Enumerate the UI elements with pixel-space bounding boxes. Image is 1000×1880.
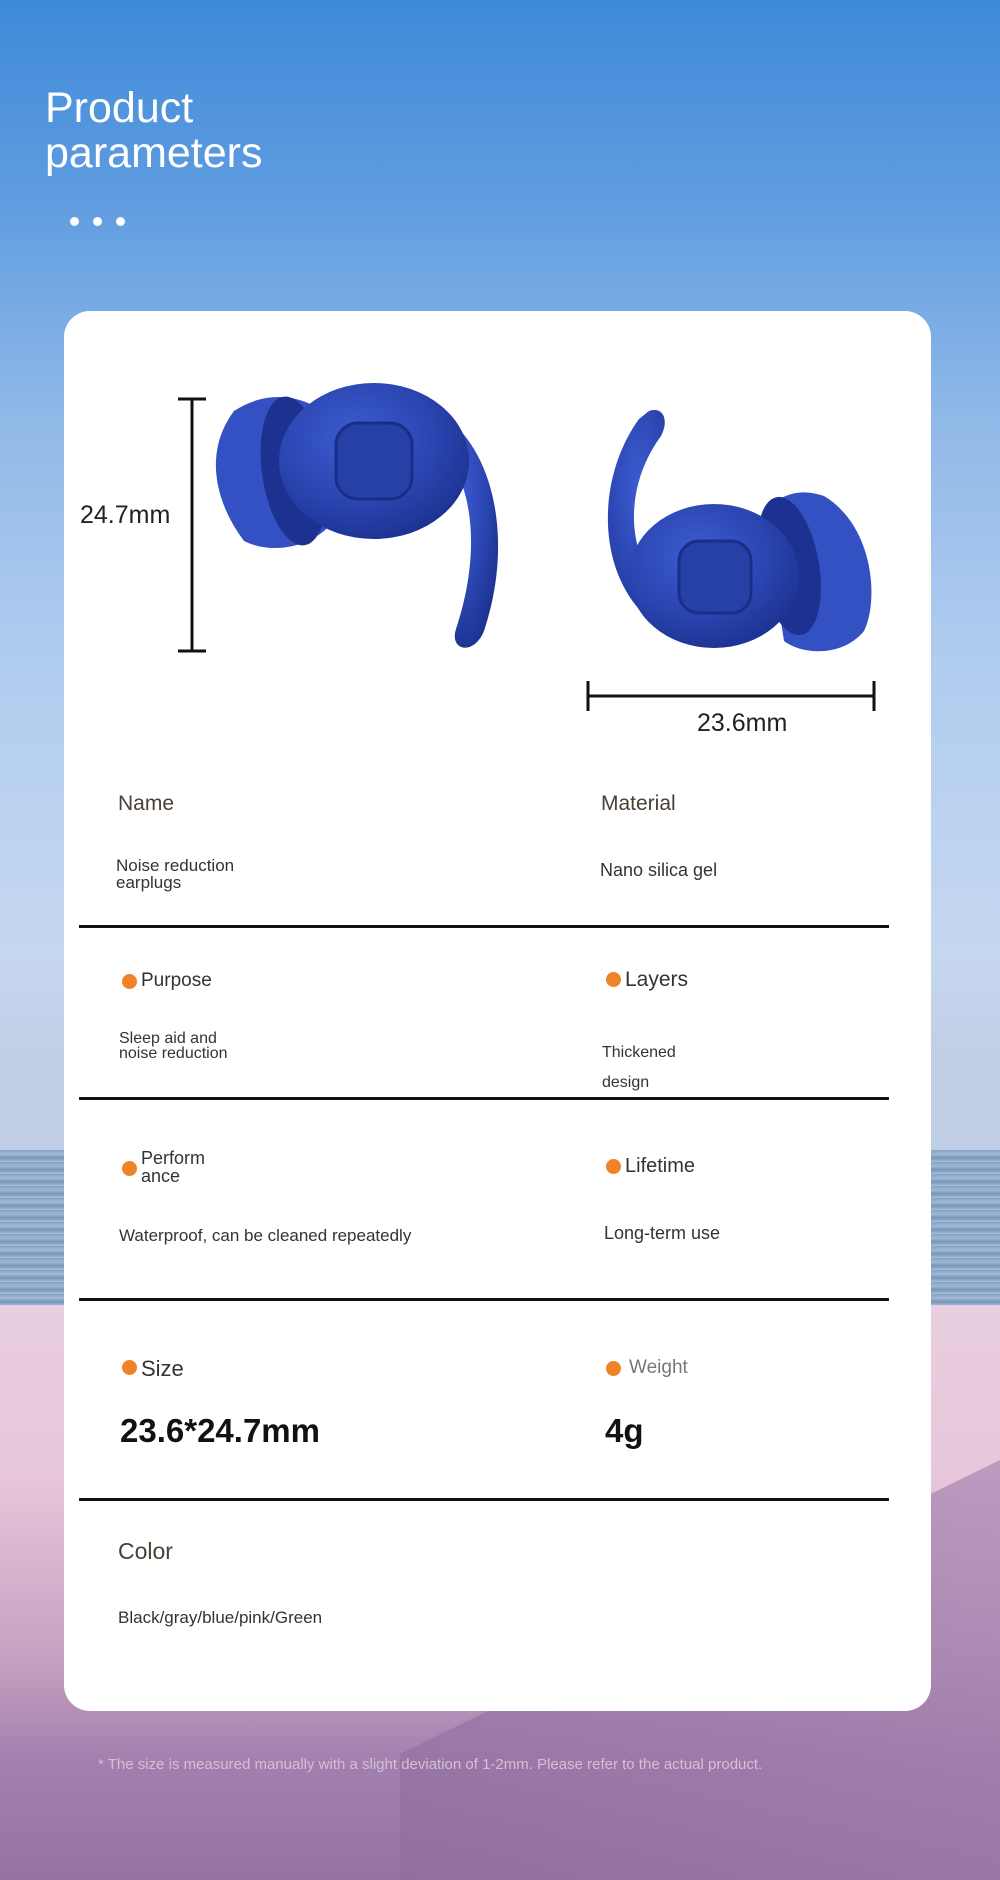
bullet-dot-icon — [122, 1360, 137, 1375]
performance-label: Perform ance — [122, 1149, 205, 1185]
bullet-dot-icon — [606, 1159, 621, 1174]
right-earplug-icon — [608, 410, 872, 651]
width-dimension-line — [588, 681, 874, 711]
layers-label: Layers — [606, 968, 688, 992]
parameters-card — [64, 311, 931, 1711]
divider-3 — [79, 1298, 889, 1301]
lifetime-label: Lifetime — [606, 1155, 695, 1178]
layers-value: Thickened design — [602, 1044, 676, 1091]
height-dimension-label: 24.7mm — [80, 501, 171, 529]
name-label: Name — [118, 792, 175, 815]
bullet-dot-icon — [606, 1361, 621, 1376]
bullet-dot-icon — [122, 974, 137, 989]
purpose-value: Sleep aid and noise reduction — [119, 1030, 228, 1062]
divider-1 — [79, 925, 889, 928]
title-line-2: parameters — [45, 129, 263, 177]
material-value: Nano silica gel — [600, 860, 718, 880]
purpose-label: Purpose — [122, 970, 212, 992]
size-label: Size — [122, 1356, 184, 1382]
divider-4 — [79, 1498, 889, 1501]
ellipsis-dots — [70, 217, 125, 226]
footnote: * The size is measured manually with a slight deviation of 1-2mm. Please refer to the actual product. — [98, 1756, 763, 1773]
title-line-1: Product — [45, 84, 194, 132]
width-dimension-label: 23.6mm — [697, 709, 788, 737]
name-value: Noise reduction earplugs — [116, 856, 235, 892]
divider-2 — [79, 1097, 889, 1100]
lifetime-value: Long-term use — [604, 1223, 721, 1243]
size-value: 23.6*24.7mm — [120, 1412, 320, 1449]
earplugs-illustration — [64, 311, 931, 751]
bullet-dot-icon — [606, 972, 621, 987]
bullet-dot-icon — [122, 1161, 137, 1176]
weight-value: 4g — [605, 1412, 644, 1449]
material-label: Material — [601, 792, 676, 815]
weight-label: Weight — [606, 1357, 688, 1379]
left-earplug-icon — [216, 383, 498, 648]
performance-value: Waterproof, can be cleaned repeatedly — [119, 1226, 412, 1245]
page-title — [45, 86, 262, 176]
height-dimension-line — [178, 399, 206, 651]
color-label: Color — [118, 1538, 173, 1564]
color-value: Black/gray/blue/pink/Green — [118, 1608, 323, 1627]
